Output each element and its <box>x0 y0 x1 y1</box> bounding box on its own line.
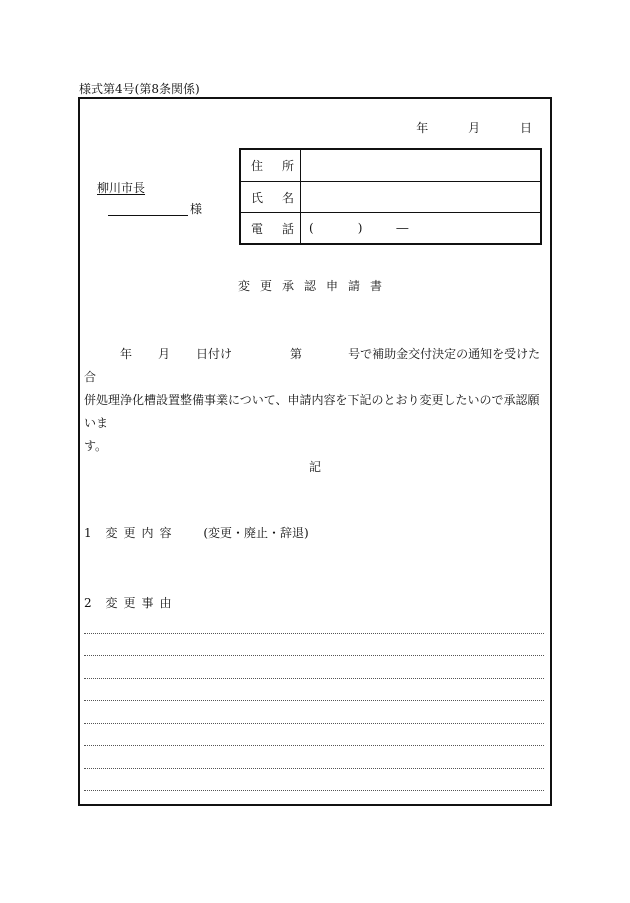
body-day-suffix: 日付け <box>196 347 233 361</box>
address-label <box>241 150 301 181</box>
applicant-row-name <box>241 181 540 212</box>
reason-line[interactable] <box>84 656 544 679</box>
ki-heading: 記 <box>308 460 321 474</box>
name-label-char-1: 氏 <box>251 190 264 205</box>
reason-line[interactable] <box>84 724 544 747</box>
address-field[interactable] <box>301 150 540 181</box>
reason-line[interactable] <box>84 634 544 657</box>
phone-area-close-paren: ) <box>357 221 363 235</box>
date-month-label: 月 <box>468 121 481 135</box>
document-title: 変更承認申請書 <box>237 279 392 293</box>
body-dai: 第 <box>290 347 303 361</box>
applicant-info-table <box>239 148 542 245</box>
change-reason-lines <box>84 611 544 791</box>
name-label <box>241 182 301 212</box>
address-label-char-2: 所 <box>281 159 294 173</box>
application-form-frame <box>78 97 552 806</box>
item-change-reason <box>84 594 177 611</box>
body-text-3: す。 <box>84 439 108 453</box>
phone-label <box>241 213 301 243</box>
phone-area-open-paren: ( <box>309 221 314 235</box>
address-label-char-1: 住 <box>251 159 264 173</box>
item-change-content <box>84 524 309 541</box>
phone-label-char-1: 電 <box>251 221 264 236</box>
body-year: 年 <box>120 347 133 361</box>
applicant-row-address <box>241 150 540 181</box>
item-2-number: 2 <box>84 596 92 610</box>
phone-field[interactable] <box>301 213 540 243</box>
phone-dash: ― <box>396 221 409 235</box>
item-2-label: 変更事由 <box>105 596 178 610</box>
name-label-char-2: 名 <box>281 190 294 205</box>
applicant-row-phone <box>241 212 540 243</box>
reason-line[interactable] <box>84 679 544 702</box>
reason-line[interactable] <box>84 769 544 792</box>
reason-line[interactable] <box>84 701 544 724</box>
reason-line[interactable] <box>84 611 544 634</box>
date-year-label: 年 <box>416 121 429 135</box>
item-1-label: 変更内容 <box>105 526 178 540</box>
name-field[interactable] <box>301 182 540 212</box>
body-text-2: 併処理浄化槽設置整備事業について、申請内容を下記のとおり変更したいので承認願いま <box>84 393 540 430</box>
reason-line[interactable] <box>84 746 544 769</box>
body-month: 月 <box>158 347 171 361</box>
addressee-blank-line[interactable] <box>108 202 188 216</box>
item-1-note: (変更・廃止・辞退) <box>203 526 309 540</box>
addressee-name: 柳川市長 <box>97 181 146 195</box>
date-day-label: 日 <box>519 121 532 135</box>
date-line <box>416 119 532 136</box>
item-1-number: 1 <box>84 526 92 540</box>
phone-label-char-2: 話 <box>281 221 294 236</box>
form-number-label: 様式第4号(第8条関係) <box>79 82 200 96</box>
body-paragraph <box>84 343 546 458</box>
addressee-honorific: 様 <box>190 202 203 216</box>
body-text-1: 号で補助金交付決定の通知を受けた合 <box>84 347 541 384</box>
